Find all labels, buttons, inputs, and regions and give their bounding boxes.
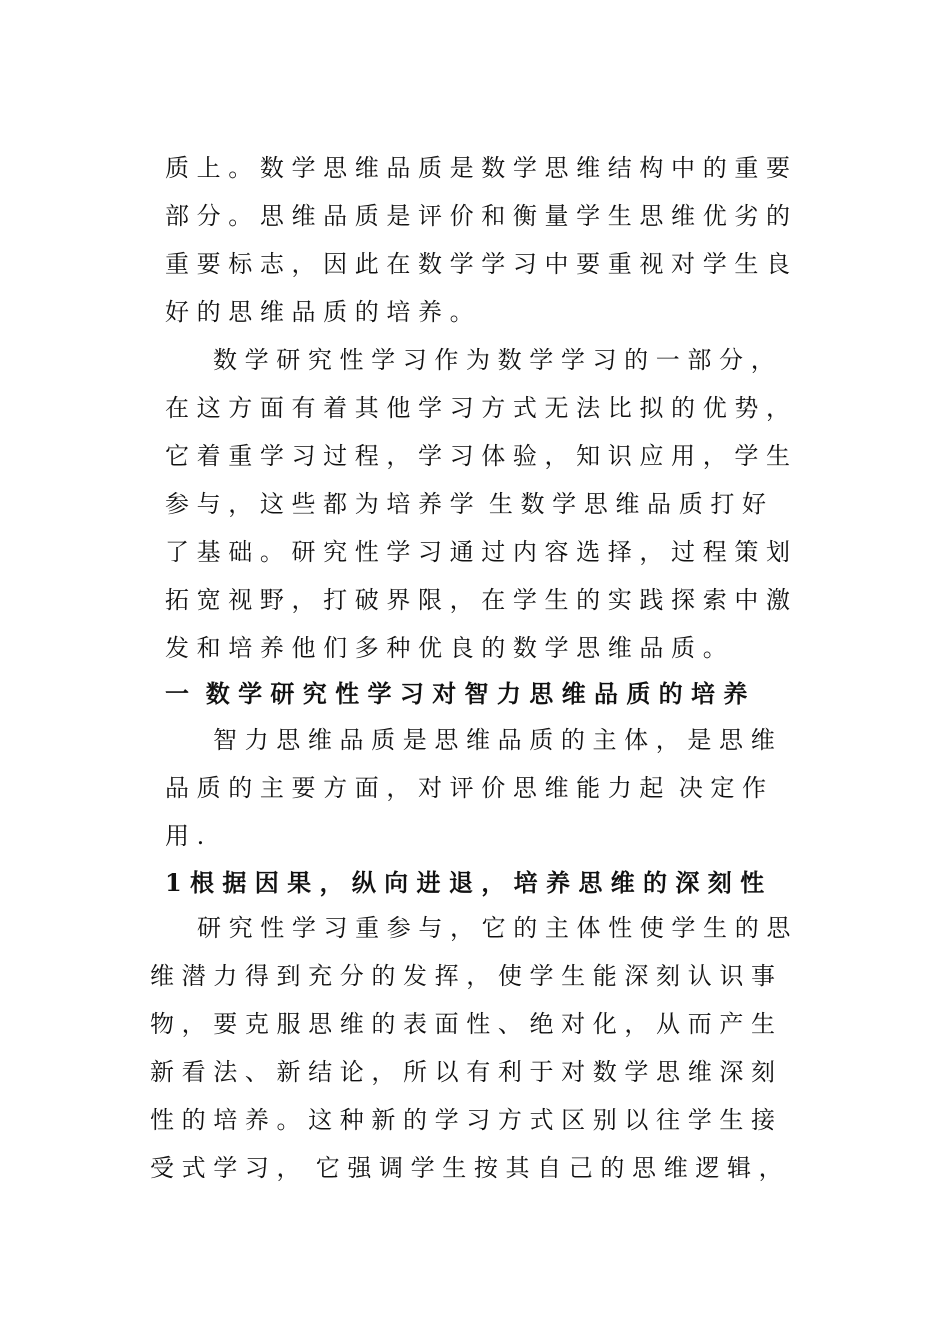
- research-line-1: 数 学 研 究 性 学 习 作 为 数 学 学 习 的 一 部 分 ，: [213, 346, 775, 374]
- subsection-line-1: 研 究 性 学 习 重 参 与 ， 它 的 主 体 性 使 学 生 的 思: [197, 914, 791, 942]
- intro-line-4: 好 的 思 维 品 质 的 培 养 。: [165, 298, 474, 326]
- subsection-heading: 1 根 据 因 果 ， 纵 向 进 退 ， 培 养 思 维 的 深 刻 性: [165, 868, 765, 897]
- subsection-line-5: 性 的 培 养 。 这 种 新 的 学 习 方 式 区 别 以 往 学 生 接: [150, 1106, 775, 1134]
- research-line-2: 在 这 方 面 有 着 其 他 学 习 方 式 无 法 比 拟 的 优 势 ，: [165, 394, 790, 422]
- section-line-3: 用 .: [165, 822, 205, 850]
- research-line-3: 它 着 重 学 习 过 程 ， 学 习 体 验 ， 知 识 应 用 ， 学 生: [165, 442, 790, 470]
- section-line-2: 品 质 的 主 要 方 面 ， 对 评 价 思 维 能 力 起 决 定 作: [165, 774, 766, 802]
- research-line-5: 了 基 础 。 研 究 性 学 习 通 过 内 容 选 择 ， 过 程 策 划: [165, 538, 790, 566]
- research-line-4: 参 与 ， 这 些 都 为 培 养 学 生 数 学 思 维 品 质 打 好: [165, 490, 766, 518]
- research-line-6: 拓 宽 视 野 ， 打 破 界 限 ， 在 学 生 的 实 践 探 索 中 激: [165, 586, 790, 614]
- intro-line-2: 部 分 。 思 维 品 质 是 评 价 和 衡 量 学 生 思 维 优 劣 的: [165, 202, 790, 230]
- subsection-line-3: 物 ， 要 克 服 思 维 的 表 面 性 、 绝 对 化 ， 从 而 产 生: [150, 1010, 775, 1038]
- research-line-7: 发 和 培 养 他 们 多 种 优 良 的 数 学 思 维 品 质 。: [165, 634, 727, 662]
- subsection-line-4: 新 看 法 、 新 结 论 ， 所 以 有 利 于 对 数 学 思 维 深 刻: [150, 1058, 775, 1086]
- section-heading: 一 数 学 研 究 性 学 习 对 智 力 思 维 品 质 的 培 养: [165, 679, 748, 708]
- intro-line-3: 重 要 标 志 ， 因 此 在 数 学 学 习 中 要 重 视 对 学 生 良: [165, 250, 790, 278]
- intro-line-1: 质 上 。 数 学 思 维 品 质 是 数 学 思 维 结 构 中 的 重 要: [165, 154, 790, 182]
- subsection-line-6: 受 式 学 习 ， 它 强 调 学 生 按 其 自 己 的 思 维 逻 辑 ，: [150, 1154, 783, 1182]
- section-line-1: 智 力 思 维 品 质 是 思 维 品 质 的 主 体 ， 是 思 维: [213, 726, 775, 754]
- subsection-line-2: 维 潜 力 得 到 充 分 的 发 挥 ， 使 学 生 能 深 刻 认 识 事: [150, 962, 775, 990]
